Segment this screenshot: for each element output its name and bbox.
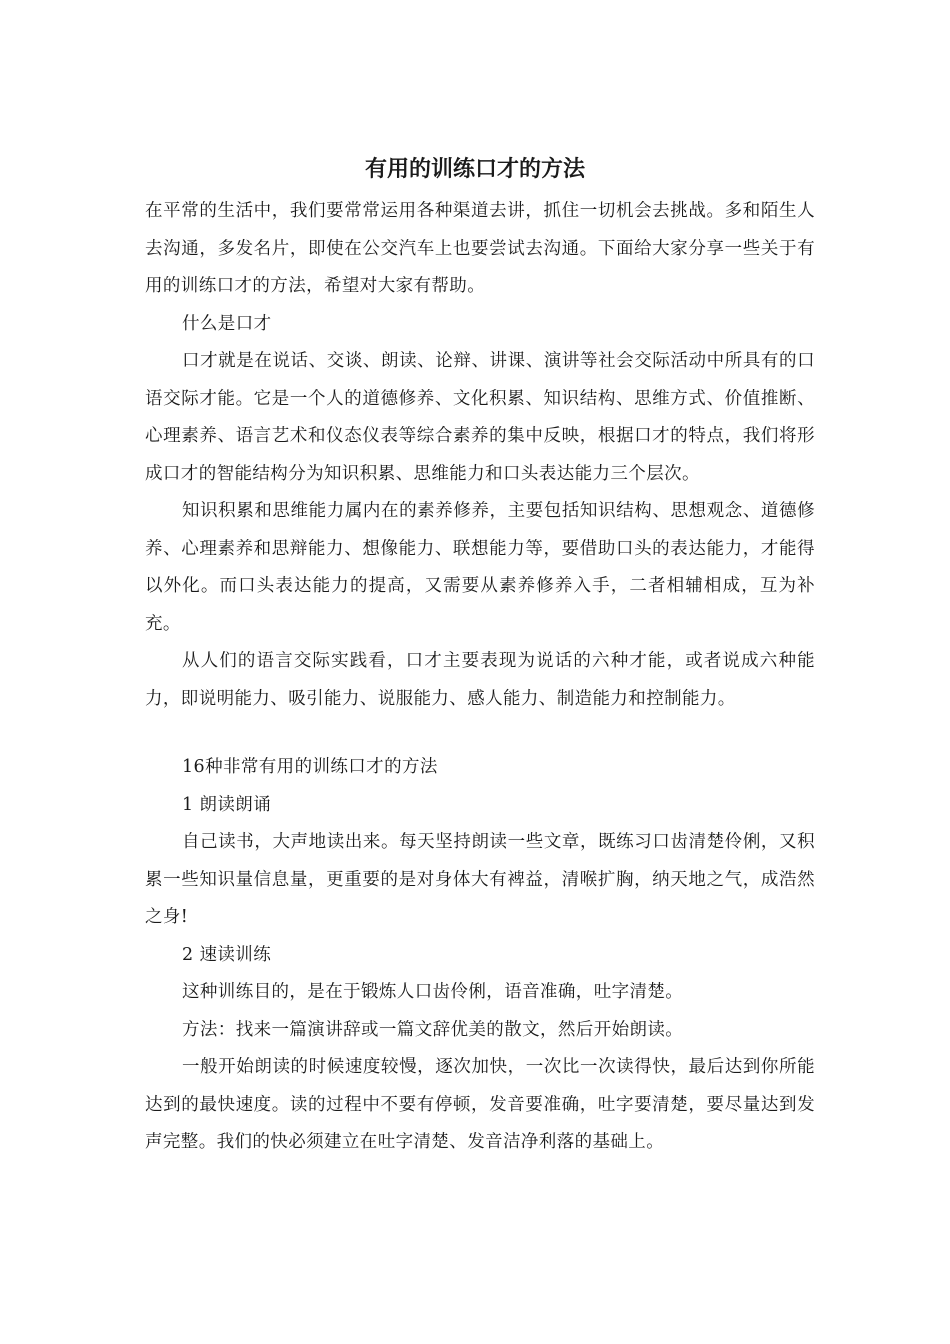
definition-paragraph: 口才就是在说话、交谈、朗读、论辩、讲课、演讲等社会交际活动中所具有的口语交际才能。它是一个人的道德修养、文化积累、知识结构、思维方式、价值推断、心理素养、语言艺术和仪态仪表等综合素养的集中反映，根据口才的特点，我们将形成口才的智能结构分为知识积累、思维能力和口头表达能力三个层次。 — [145, 351, 815, 484]
document-body — [145, 193, 815, 1162]
method-2-steps: 方法：找来一篇演讲辞或一篇文辞优美的散文，然后开始朗读。 — [182, 1019, 684, 1040]
method-1-heading: 1 朗读朗诵 — [182, 794, 272, 815]
intro-paragraph: 在平常的生活中，我们要常常运用各种渠道去讲，抓住一切机会去挑战。多和陌生人去沟通，多发名片，即使在公交汽车上也要尝试去沟通。下面给大家分享一些关于有用的训练口才的方法，希望对大家有帮助。 — [145, 201, 815, 296]
method-2-purpose: 这种训练目的，是在于锻炼人口齿伶俐，语音准确，吐字清楚。 — [182, 982, 684, 1002]
six-abilities-paragraph: 从人们的语言交际实践看，口才主要表现为说话的六种才能，或者说成六种能力，即说明能力、吸引能力、说服能力、感人能力、制造能力和控制能力。 — [145, 651, 815, 709]
method-2-paragraph: 一般开始朗读的时候速度较慢，逐次加快，一次比一次读得快，最后达到你所能达到的最快速度。读的过程中不要有停顿，发音要准确，吐字要清楚，要尽量达到发声完整。我们的快必须建立在吐字清楚、发音洁净利落的基础上。 — [145, 1057, 815, 1152]
section-heading-what-is-eloquence: 什么是口才 — [182, 313, 272, 334]
document-title: 有用的训练口才的方法 — [364, 157, 585, 182]
method-1-paragraph: 自己读书，大声地读出来。每天坚持朗读一些文章，既练习口齿清楚伶俐，又积累一些知识量信息量，更重要的是对身体大有裨益，清喉扩胸，纳天地之气，成浩然之身! — [145, 832, 815, 927]
section-heading-16-methods: 16种非常有用的训练口才的方法 — [182, 757, 438, 777]
knowledge-paragraph: 知识积累和思维能力属内在的素养修养，主要包括知识结构、思想观念、道德修养、心理素养和思辩能力、想像能力、联想能力等，要借助口头的表达能力，才能得以外化。而口头表达能力的提高，又需要从素养修养入手，二者相辅相成，互为补充。 — [145, 501, 815, 634]
method-2-heading: 2 速读训练 — [182, 944, 272, 965]
